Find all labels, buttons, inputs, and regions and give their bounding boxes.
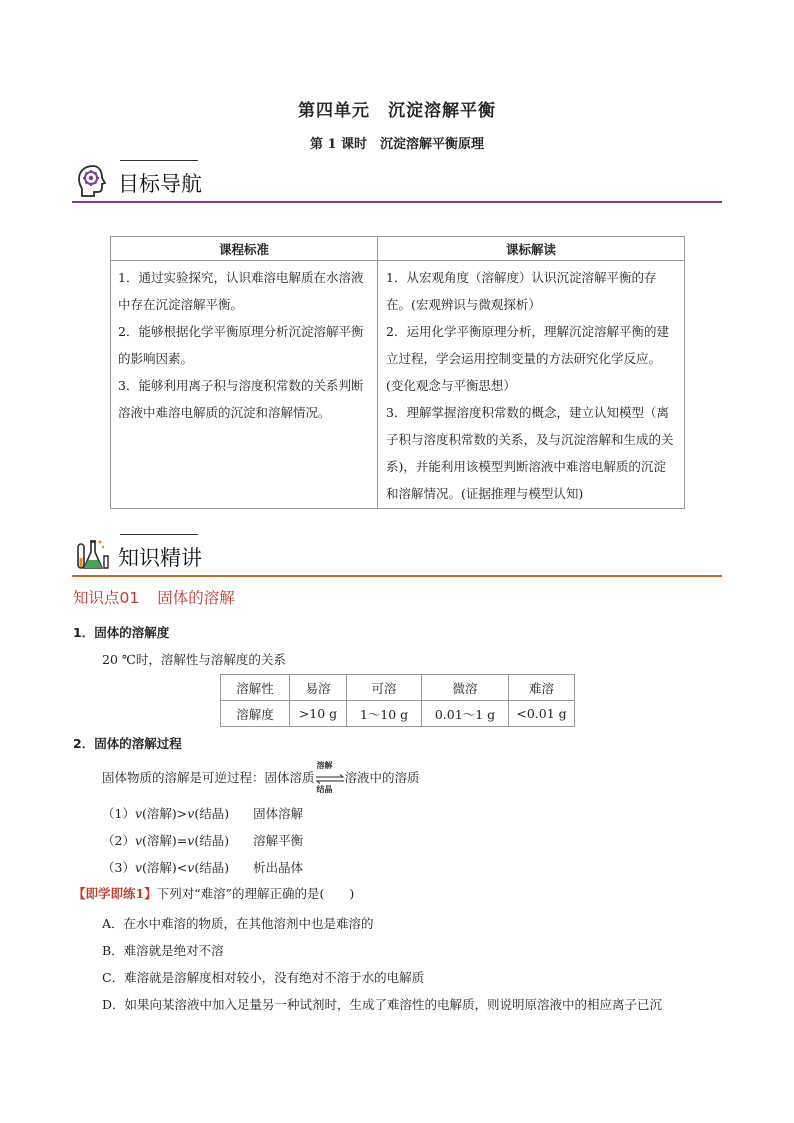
option-b: B．难溶就是绝对不溶 xyxy=(102,943,224,958)
solubility-table xyxy=(220,674,575,727)
goals-header-interpretation: 课标解读 xyxy=(378,237,685,261)
practice-question xyxy=(73,884,354,902)
process-prefix: 固体物质的溶解是可逆过程：固体溶质 xyxy=(102,770,315,785)
knowledge-point-number: 知识点01 xyxy=(73,589,140,607)
section-divider-knowledge xyxy=(72,575,722,577)
option-a: A．在水中难溶的物质，在其他溶剂中也是难溶的 xyxy=(102,916,374,931)
option-c: C．难溶就是溶解度相对较小，没有绝对不溶于水的电解质 xyxy=(102,970,425,985)
solubility-cell: 0.01～1 g xyxy=(422,701,509,727)
solubility-cell: 1～10 g xyxy=(347,701,422,727)
interpretation-item: 1．从宏观角度（溶解度）认识沉淀溶解平衡的存在。(宏观辨识与微观探析） xyxy=(386,270,657,312)
standard-item: 2．能够根据化学平衡原理分析沉淀溶解平衡的影响因素。 xyxy=(118,324,364,366)
page-title: 第四单元 沉淀溶解平衡 xyxy=(298,101,496,121)
goals-header-standard: 课程标准 xyxy=(111,237,378,261)
process-suffix: 溶液中的溶质 xyxy=(344,770,420,785)
rate-comparison-item: （3）v(溶解)<v(结晶) 析出晶体 xyxy=(102,860,304,875)
head-gear-icon xyxy=(74,162,112,200)
subheading-dissolution-process: 2．固体的溶解过程 xyxy=(73,736,182,751)
goals-standard-cell xyxy=(111,261,378,509)
option-d: D．如果向某溶液中加入足量另一种试剂时，生成了难溶性的电解质，则说明原溶液中的相应离子已沉 xyxy=(102,997,663,1012)
goals-interpretation-cell xyxy=(378,261,685,509)
section-label-goals: 目标导航 xyxy=(118,172,202,196)
reversible-arrow xyxy=(315,759,345,794)
standard-item: 3．能够利用离子积与溶度积常数的关系判断溶液中难溶电解质的沉淀和溶解情况。 xyxy=(118,378,364,420)
standard-item: 1．通过实验探究，认识难溶电解质在水溶液中存在沉淀溶解平衡。 xyxy=(118,270,364,312)
solubility-cell: 溶解度 xyxy=(221,701,290,727)
solubility-intro: 20 ℃时，溶解性与溶解度的关系 xyxy=(102,652,286,667)
flask-icon xyxy=(74,536,112,574)
solubility-cell: 易溶 xyxy=(290,675,347,701)
interpretation-item: 2．运用化学平衡原理分析，理解沉淀溶解平衡的建立过程，学会运用控制变量的方法研究化学反应。(变化观念与平衡思想） xyxy=(386,324,669,393)
practice-tag: 【即学即练1】 xyxy=(73,886,157,901)
solubility-cell: <0.01 g xyxy=(509,701,575,727)
interpretation-item: 3．理解掌握溶度积常数的概念，建立认知模型（离子积与溶度积常数的关系，及与沉淀溶解和生成的关系)，并能利用该模型判断溶液中难溶电解质的沉淀和溶解情况。(证据推理与模型认知) xyxy=(386,405,674,501)
knowledge-point-name: 固体的溶解 xyxy=(157,589,235,607)
solubility-cell: 溶解性 xyxy=(221,675,290,701)
solubility-cell: 微溶 xyxy=(422,675,509,701)
rate-comparison-item: （2）v(溶解)=v(结晶) 溶解平衡 xyxy=(102,833,304,848)
section-header-goals xyxy=(72,160,722,200)
section-label-knowledge: 知识精讲 xyxy=(118,546,202,570)
rate-comparison-item: （1）v(溶解)>v(结晶) 固体溶解 xyxy=(102,806,304,821)
solubility-cell: 可溶 xyxy=(347,675,422,701)
subheading-solubility: 1．固体的溶解度 xyxy=(73,625,170,640)
arrow-label-crystallize: 结晶 xyxy=(316,783,333,794)
solubility-cell: 难溶 xyxy=(509,675,575,701)
rate-comparison-list xyxy=(102,800,303,881)
page-subtitle: 第 1 课时 沉淀溶解平衡原理 xyxy=(309,137,485,152)
practice-options xyxy=(102,910,722,1018)
equilibrium-arrow-icon xyxy=(315,774,345,784)
arrow-label-dissolve: 溶解 xyxy=(316,759,333,770)
section-divider-goals xyxy=(72,201,722,203)
goals-table xyxy=(110,236,685,509)
practice-question-text: 下列对“难溶”的理解正确的是( ) xyxy=(156,886,355,901)
solubility-cell: >10 g xyxy=(290,701,347,727)
knowledge-point-title xyxy=(73,586,235,608)
section-header-knowledge xyxy=(72,534,722,574)
reversible-process-line xyxy=(102,759,420,794)
